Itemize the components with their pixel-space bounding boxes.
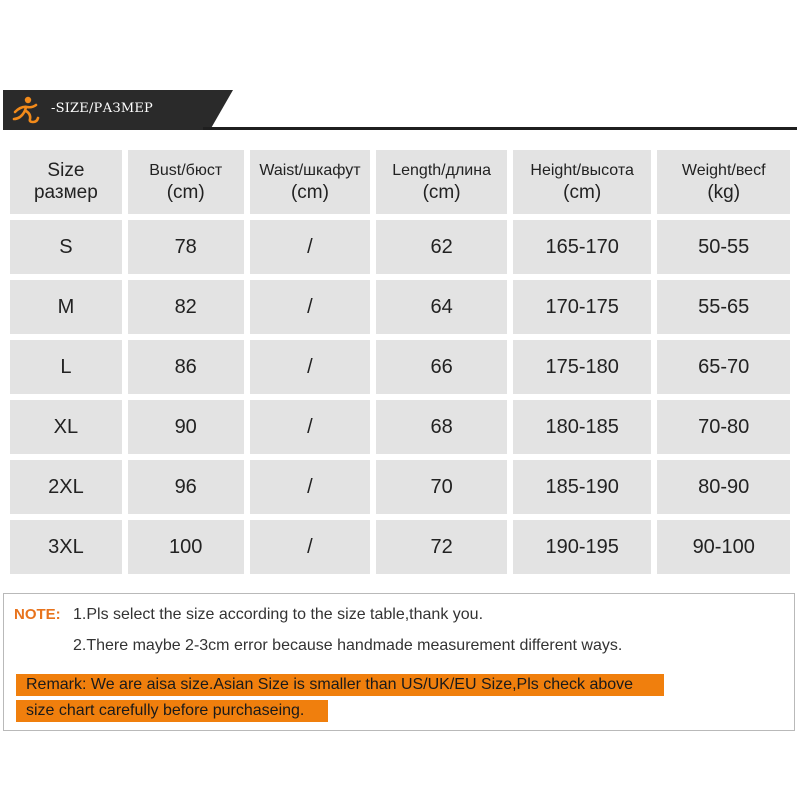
waist-cell: / (250, 220, 371, 274)
waist-cell: / (250, 460, 371, 514)
remark-line-1: Remark: We are aisa size.Asian Size is smaller than US/UK/EU Size,Pls check above (16, 674, 664, 696)
table-row (10, 340, 790, 394)
note-label: NOTE: (14, 606, 61, 623)
header-bust (128, 150, 244, 214)
size-cell: M (10, 280, 122, 334)
header-unit: (cm) (422, 182, 461, 203)
header-unit: размер (33, 182, 98, 203)
size-cell: S (10, 220, 122, 274)
header-divider (203, 127, 797, 130)
length-cell: 68 (376, 400, 507, 454)
length-cell: 64 (376, 280, 507, 334)
remark-line-2: size chart carefully before purchaseing. (16, 700, 328, 722)
notes-box (3, 593, 795, 731)
size-cell: 3XL (10, 520, 122, 574)
bust-cell: 100 (128, 520, 244, 574)
header-unit: (cm) (166, 182, 205, 203)
weight-cell: 70-80 (657, 400, 790, 454)
header-weight (657, 150, 790, 214)
header-unit: (cm) (290, 182, 329, 203)
header-length (376, 150, 507, 214)
header-unit: (cm) (563, 182, 602, 203)
header-label: Weight/весf (681, 162, 766, 179)
height-cell: 180-185 (513, 400, 652, 454)
height-cell: 175-180 (513, 340, 652, 394)
size-cell: L (10, 340, 122, 394)
orange-dancer-logo-icon (11, 95, 41, 125)
length-cell: 66 (376, 340, 507, 394)
table-header-row (10, 150, 790, 214)
bust-cell: 96 (128, 460, 244, 514)
table-row (10, 400, 790, 454)
waist-cell: / (250, 520, 371, 574)
header-label: Length/длина (392, 162, 491, 179)
size-cell: 2XL (10, 460, 122, 514)
bust-cell: 82 (128, 280, 244, 334)
header-label: Height/высота (530, 162, 634, 179)
header-label: Size (47, 160, 85, 181)
table-row (10, 460, 790, 514)
header-size (10, 150, 122, 214)
weight-cell: 65-70 (657, 340, 790, 394)
bust-cell: 86 (128, 340, 244, 394)
header-label: Waist/шкафут (259, 162, 361, 179)
length-cell: 62 (376, 220, 507, 274)
table-row (10, 520, 790, 574)
bust-cell: 90 (128, 400, 244, 454)
height-cell: 165-170 (513, 220, 652, 274)
note-line-2: 2.There maybe 2-3cm error because handmade measurement different ways. (73, 637, 623, 654)
waist-cell: / (250, 400, 371, 454)
waist-cell: / (250, 280, 371, 334)
weight-cell: 55-65 (657, 280, 790, 334)
note-line-1: 1.Pls select the size according to the size table,thank you. (73, 606, 484, 623)
header-title: -SIZE/РАЗМЕР (51, 101, 153, 116)
header-unit: (kg) (707, 182, 741, 203)
length-cell: 70 (376, 460, 507, 514)
header-height (513, 150, 652, 214)
length-cell: 72 (376, 520, 507, 574)
bust-cell: 78 (128, 220, 244, 274)
waist-cell: / (250, 340, 371, 394)
weight-cell: 50-55 (657, 220, 790, 274)
height-cell: 190-195 (513, 520, 652, 574)
height-cell: 185-190 (513, 460, 652, 514)
size-table (10, 150, 790, 580)
size-cell: XL (10, 400, 122, 454)
weight-cell: 90-100 (657, 520, 790, 574)
header-label: Bust/бюст (149, 162, 223, 179)
height-cell: 170-175 (513, 280, 652, 334)
weight-cell: 80-90 (657, 460, 790, 514)
size-header (3, 90, 797, 130)
table-row (10, 220, 790, 274)
table-row (10, 280, 790, 334)
header-waist (250, 150, 371, 214)
